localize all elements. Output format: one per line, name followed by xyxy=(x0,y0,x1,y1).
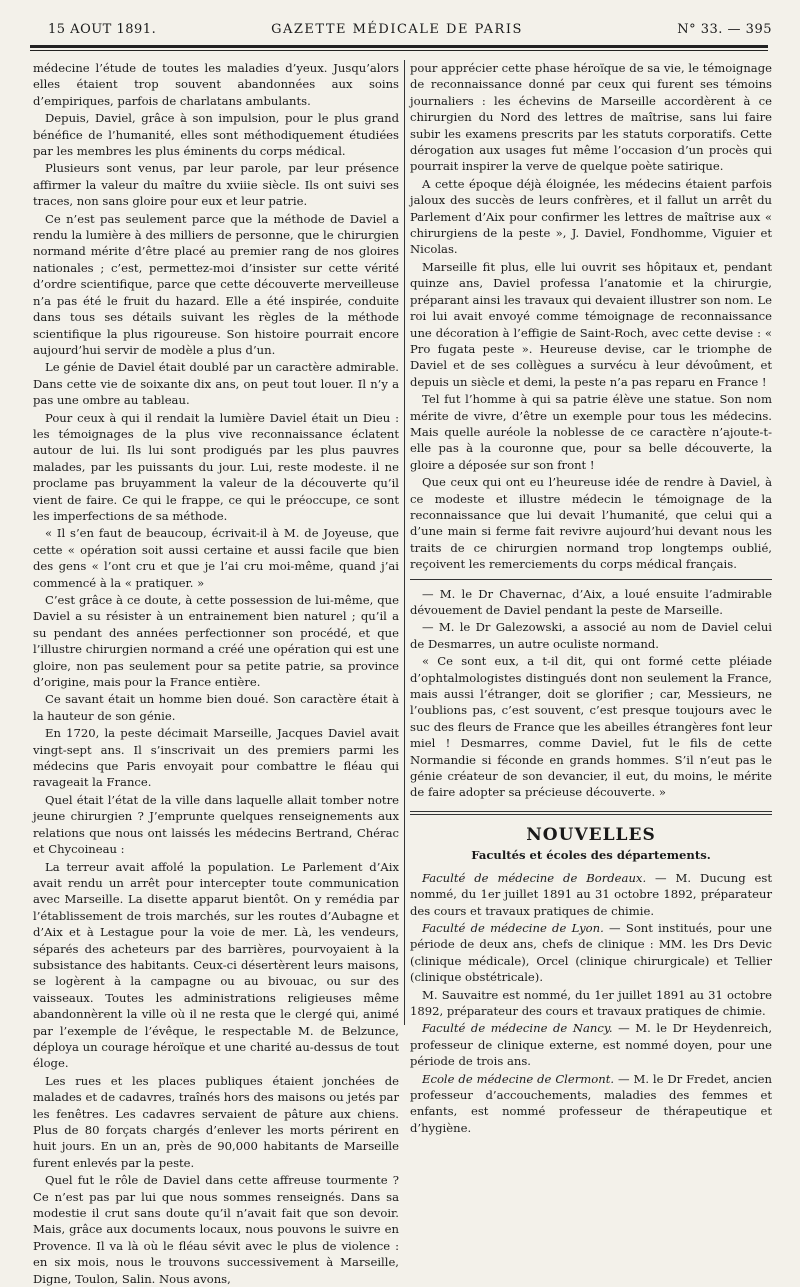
header-rule xyxy=(30,45,768,48)
paragraph: La terreur avait affolé la population. Le Parlement d’Aix avait rendu un arrêt pour intercepter toute communication avec Marseille. La disette apparut bientôt. On y remédia par l’établissement de trois marchés, sur les routes d’Aubagne et d’Aix et à Lestague pour la voie de mer. Là, les vendeurs, séparés des acheteurs par des barrières, pourvoyaient à la subsistance des habitants. Ceux-ci désertèrent leurs maisons, se logèrent à la campagne ou au bivouac, ou sur des vaisseaux. Toutes les administrations religieuses même abandonnèrent la ville où il ne resta que le clergé qui, animé par l’exemple de l’évêque, le respectable M. de Belzunce, déploya un courage héroïque et une charité au-dessus de tout éloge. xyxy=(33,859,399,1071)
news-item xyxy=(410,1020,772,1069)
news-item xyxy=(410,870,772,919)
news-item: M. Sauvaitre est nommé, du 1er juillet 1891 au 31 octobre 1892, préparateur des cours et travaux pratiques de chimie. xyxy=(410,987,772,1018)
news-item-text: — M. Ducung est nommé, du 1er juillet 1891 au 31 octobre 1892, préparateur des cours et travaux pratiques de chimie. xyxy=(410,870,772,918)
paragraph: Le génie de Daviel était doublé par un caractère admirable. Dans cette vie de soixante dix ans, on peut tout louer. Il n’y a pas une ombre au tableau. xyxy=(33,360,399,408)
news-item-text: — M. le Dr Fredet, ancien professeur d’accouchements, maladies des femmes et enfants, est nommé professeur de thérapeutique et d’hygiène. xyxy=(410,1071,773,1135)
news-item xyxy=(410,1071,772,1137)
quote-paragraph: « Il s’en faut de beaucoup, écrivait-il à M. de Joyeuse, que cette « opération soit aussi certaine et aussi facile que bien des gens « l’ont cru et que je l’ai cru moi-même, quand j’ai commencé à la « pratiquer. » xyxy=(33,526,399,590)
paragraph: Quel fut le rôle de Daviel dans cette affreuse tourmente ? Ce n’est pas par lui que nous sommes renseignés. Dans sa modestie il crut sans doute qu’il n’avait fait que son devoir. Mais, grâce aux documents locaux, nous pouvons le suivre en Provence. Il va là où le fléau sévit avec le plus de violence : en six mois, nous le trouvons successivement à Marseille, Digne, Toulon, Salin. Nous avons, xyxy=(33,1173,399,1286)
page-header xyxy=(22,18,772,42)
right-column xyxy=(410,60,773,1135)
paragraph: Quel était l’état de la ville dans laquelle allait tomber notre jeune chirurgien ? J’emprunte quelques renseignements aux relations que nous ont laissés les médecins Bertrand, Chérac et Chycoineau : xyxy=(33,792,399,857)
paragraph: Marseille fit plus, elle lui ouvrit ses hôpitaux et, pendant quinze ans, Daviel professa l’anatomie et la chirurgie, préparant ainsi les travaux qui devaient illustrer son nom. Le roi lui avait envoyé comme témoignage de reconnaissance une décoration à l’effigie de Saint-Roch, avec cette devise : « Pro fugata peste ». Heureuse devise, car le triomphe de Daviel et de ses collègues a survécu à leur dévoûment, et depuis un siècle et demi, la peste n’a pas reparu en France ! xyxy=(410,259,772,389)
paragraph: médecine l’étude de toutes les maladies d’yeux. Jusqu’alors elles étaient trop souvent abandonnées aux soins d’empiriques, parfois de charlatans ambulants. xyxy=(33,61,399,108)
column-separator xyxy=(404,60,405,1025)
issue-date: 15 AOUT 1891. xyxy=(48,22,157,37)
paragraph: Plusieurs sont venus, par leur parole, par leur présence affirmer la valeur du maître du xviiie siècle. Ils ont suivi ses traces, non sans gloire pour eux et leur patrie. xyxy=(33,161,399,209)
news-item-label: Faculté de médecine de Bordeaux. xyxy=(422,870,647,885)
paragraph: C’est grâce à ce doute, à cette possession de lui-même, que Daviel a su résister à un entrainement bien naturel ; qu’il a su pendant des années perfectionner son procédé, et que l’illustre chirurgien normand a créé une opération qui est une gloire, non pas seulement pour sa petite patrie, sa province d’origine, mais pour la France entière. xyxy=(33,593,399,690)
news-heading: NOUVELLES xyxy=(526,824,656,845)
news-item xyxy=(410,920,772,986)
paragraph: En 1720, la peste décimait Marseille, Jacques Daviel avait vingt-sept ans. Il s’inscrivait un des premiers parmi les médecins que Paris envoyait pour combattre le fléau qui ravageait la France. xyxy=(33,726,399,790)
paragraph: — M. le Dr Chavernac, d’Aix, a loué ensuite l’admirable dévouement de Daviel pendant la peste de Marseille. xyxy=(410,586,772,617)
news-item-label: Faculté de médecine de Lyon. xyxy=(422,920,604,935)
issue-page-number: N° 33. — 395 xyxy=(677,22,772,37)
news-divider xyxy=(410,811,772,815)
news-item-label: Faculté de médecine de Nancy. xyxy=(422,1021,613,1036)
journal-title: GAZETTE MÉDICALE DE PARIS xyxy=(271,22,523,37)
news-subheading: Facultés et écoles des départements. xyxy=(471,848,711,863)
paragraph: Les rues et les places publiques étaient jonchées de malades et de cadavres, traînés hors des maisons ou jetés par les fenêtres. Les cadavres servaient de pâture aux chiens. Plus de 80 forçats chargés d’enlever les morts périrent en huit jours. En un an, près de 90,000 habitants de Marseille furent enlevés par la peste. xyxy=(33,1073,399,1170)
left-column xyxy=(33,60,399,1286)
section-divider xyxy=(410,579,772,580)
news-item-label: Ecole de médecine de Clermont. xyxy=(422,1071,615,1086)
news-item-text: — Sont institués, pour une période de deux ans, chefs de clinique : MM. les Drs Devic (clinique médicale), Orcel (clinique chirurgicale) et Tellier (clinique obstétricale). xyxy=(410,920,772,985)
paragraph: Tel fut l’homme à qui sa patrie élève une statue. Son nom mérite de vivre, d’être un exemple pour tous les médecins. Mais quelle auréole la noblesse de ce caractère n’ajoute-t-elle pas à la couronne que, pour sa belle découverte, la gloire a déposée sur son front ! xyxy=(410,392,772,472)
quote-paragraph: « Ce sont eux, a t-il dit, qui ont formé cette pléiade d’ophtalmologistes distingués dont non seulement la France, mais aussi l’étranger, doit se glorifier ; car, Messieurs, ne l’oublions pas, c’est souvent, c’est presque toujours avec le suc des fleurs de France que les abeilles étrangères font leur miel ! Desmarres, comme Daviel, fut le fils de cette Normandie si féconde en grands hommes. S’il n’eut pas le génie créateur de son devancier, il eut, du moins, le mérite de faire adopter sa précieuse découverte. » xyxy=(410,654,772,800)
paragraph: pour apprécier cette phase héroïque de sa vie, le témoignage de reconnaissance donné par ceux qui furent ses témoins journaliers : les échevins de Marseille accordèrent à ce chirurgien du Nord des lettres de maîtrise, sans lui faire subir les examens prescrits par les statuts corporatifs. Cette dérogation aux usages fut même l’occasion d’un procès qui pourrait inspirer la verve de quelque poète satirique. xyxy=(410,61,772,174)
paragraph: Ce n’est pas seulement parce que la méthode de Daviel a rendu la lumière à des milliers de personne, que le chirurgien normand mérite d’être placé au premier rang de nos gloires nationales ; c’est, permettez-moi d’insister sur cette vérité d’ordre scientifique, parce que cette découverte merveilleuse n’a pas été le fruit du hazard. Elle a été inspirée, conduite dans tous ses détails suivant les règles de la méthode scientifique la plus rigoureuse. Son histoire pourrait encore aujourd’hui servir de modèle a plus d’un. xyxy=(33,211,399,357)
paragraph: A cette époque déjà éloignée, les médecins étaient parfois jaloux des succès de leurs confrères, et il fallut un arrêt du Parlement d’Aix pour confirmer les lettres de maîtrise aux « chirurgiens de la peste », J. Daviel, Fondhomme, Viguier et Nicolas. xyxy=(410,176,772,257)
paragraph: Ce savant était un homme bien doué. Son caractère était à la hauteur de son génie. xyxy=(33,692,399,723)
paragraph: Depuis, Daviel, grâce à son impulsion, pour le plus grand bénéfice de l’humanité, elles sont méthodiquement étudiées par les membres les plus éminents du corps médical. xyxy=(33,111,399,159)
paragraph: Que ceux qui ont eu l’heureuse idée de rendre à Daviel, à ce modeste et illustre médecin le témoignage de la reconnaissance que lui devait l’humanité, que celui qui a d’une main si ferme fait revivre aujourd’hui devant nous les traits de ce chirurgien normand trop longtemps oublié, reçoivent les remerciements du corps médical français. xyxy=(410,475,772,572)
news-item-text: — M. le Dr Heydenreich, professeur de clinique externe, est nommé doyen, pour une période de trois ans. xyxy=(410,1021,772,1069)
paragraph: — M. le Dr Galezowski, a associé au nom de Daviel celui de Desmarres, un autre oculiste normand. xyxy=(410,620,772,651)
paragraph: Pour ceux à qui il rendait la lumière Daviel était un Dieu : les témoignages de la plus vive reconnaissance éclatent autour de lui. Ils lui sont prodigués par les plus pauvres malades, par les puissants du jour. Lui, reste modeste. il ne proclame pas bruyamment la valeur de la découverte qu’il vient de faire. Ce qui le frappe, ce qui le préoccupe, ce sont les imperfections de sa méthode. xyxy=(33,410,399,523)
header-rule-thin xyxy=(30,50,768,51)
